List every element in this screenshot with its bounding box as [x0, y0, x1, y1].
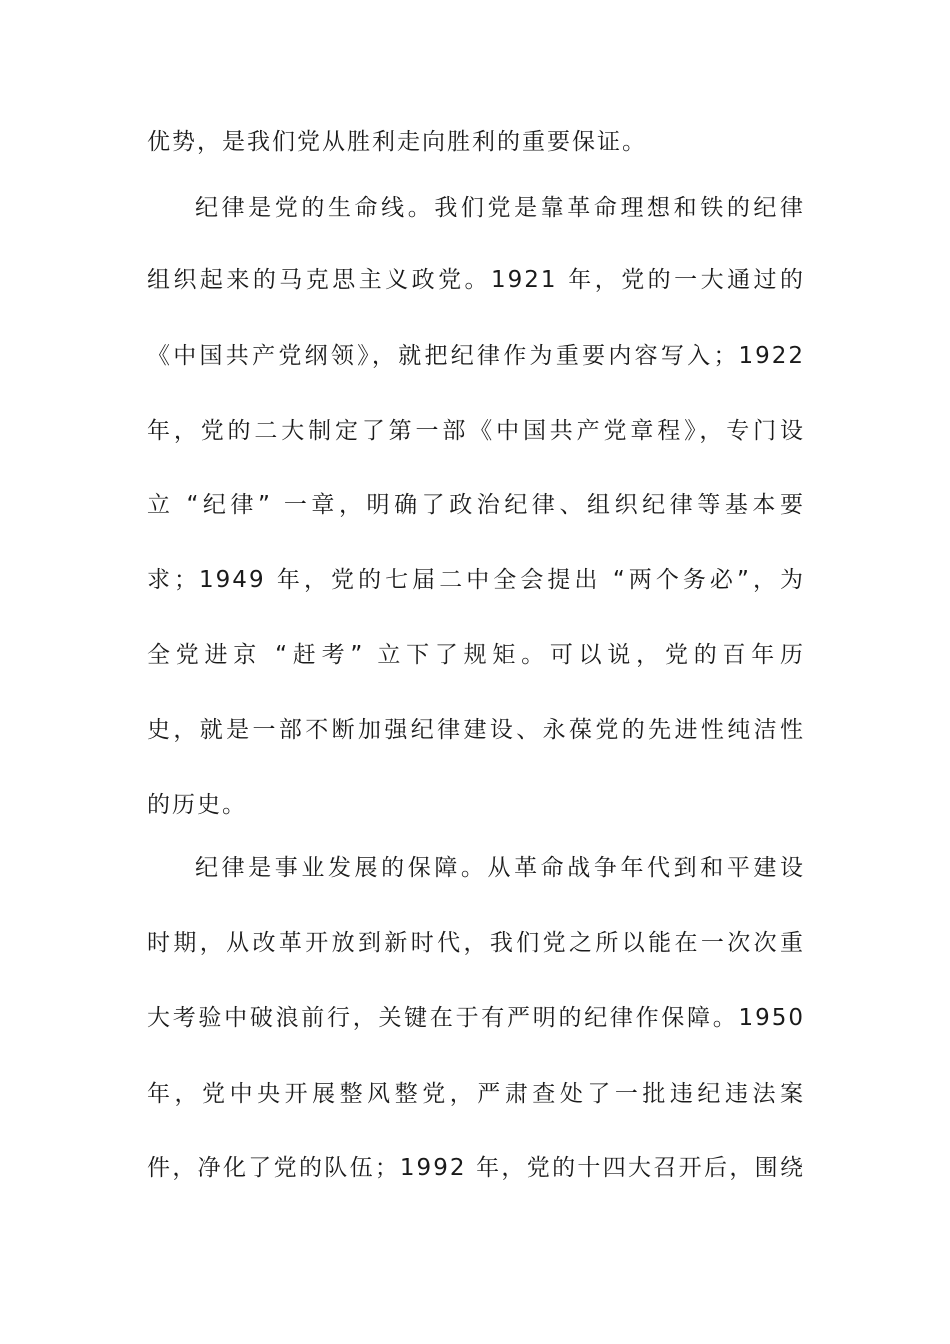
- text-line-9: 史，就是一部不断加强纪律建设、永葆党的先进性纯洁性: [147, 717, 805, 743]
- text-line-1: 优势，是我们党从胜利走向胜利的重要保证。: [147, 129, 647, 155]
- text-line-14: 年，党中央开展整风整党，严肃查处了一批违纪违法案: [147, 1081, 805, 1107]
- text-line-4: 《中国共产党纲领》，就把纪律作为重要内容写入；1922: [147, 343, 805, 369]
- text-line-10: 的历史。: [147, 792, 247, 818]
- text-line-6: 立 “纪律” 一章，明确了政治纪律、组织纪律等基本要: [147, 492, 805, 518]
- text-line-15: 件，净化了党的队伍；1992 年，党的十四大召开后，围绕: [147, 1155, 805, 1181]
- text-line-3: 组织起来的马克思主义政党。1921 年，党的一大通过的: [147, 267, 805, 293]
- text-line-13: 大考验中破浪前行，关键在于有严明的纪律作保障。1950: [147, 1005, 805, 1031]
- text-line-7: 求；1949 年，党的七届二中全会提出 “两个务必”，为: [147, 567, 805, 593]
- paragraph-start-line: 纪律是事业发展的保障。从革命战争年代到和平建设: [195, 855, 805, 881]
- text-line-8: 全党进京 “赶考” 立下了规矩。可以说，党的百年历: [147, 642, 805, 668]
- paragraph-start-line: 纪律是党的生命线。我们党是靠革命理想和铁的纪律: [195, 195, 805, 221]
- text-line-12: 时期，从改革开放到新时代，我们党之所以能在一次次重: [147, 930, 805, 956]
- text-line-5: 年，党的二大制定了第一部《中国共产党章程》，专门设: [147, 418, 805, 444]
